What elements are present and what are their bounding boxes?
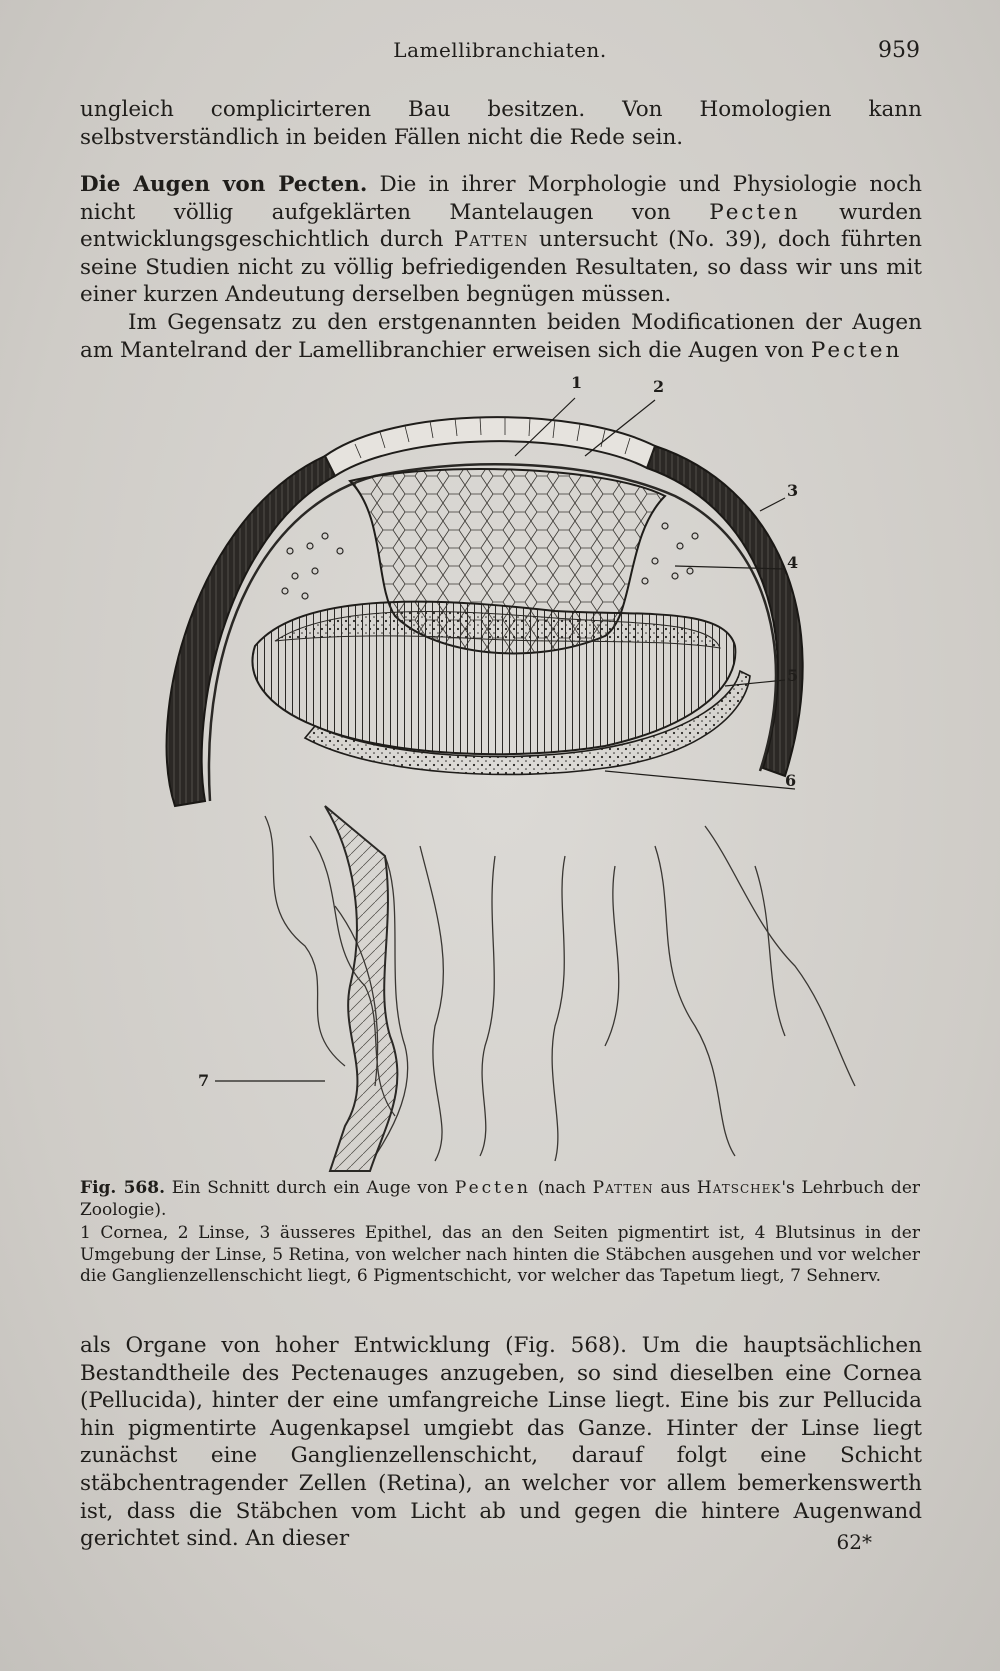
section-heading: Die Augen von Pecten.	[80, 172, 368, 197]
page-number: 959	[878, 38, 920, 63]
running-title: Lamellibranchiaten.	[393, 38, 607, 62]
caption-text-a: Ein Schnitt durch ein Auge von	[164, 1178, 455, 1198]
figure-label-5: 5	[787, 666, 799, 685]
paragraph-1	[80, 96, 922, 151]
paragraph-4-text: als Organe von hoher Entwicklung (Fig. 568). Um die hauptsächlichen Bestandtheile des Pectenauges anzugeben, so sind dieselben eine Cornea (Pellucida), hinter der eine umfangreiche Linse liegt. Eine bis zur Pellucida hin pigmentirte Augenkapsel umgiebt das Ganze. Hinter der Linse liegt zunächst eine Ganglienzellenschicht, darauf folgt eine Schicht stäbchentragender Zellen (Retina), an welcher vor allem bemerkenswerth ist, dass die Stäbchen vom Licht ab und gegen die hintere Augenwand gerichtet sind. An dieser	[80, 1333, 922, 1552]
printer-signature: 62*	[836, 1530, 872, 1554]
figure-number: Fig. 568.	[80, 1178, 165, 1198]
paragraph-4	[80, 1332, 922, 1553]
author-name-2: Hatschek	[696, 1178, 782, 1198]
paragraph-2	[80, 171, 922, 309]
figure-label-6: 6	[785, 771, 797, 790]
figure-legend	[80, 1223, 920, 1288]
caption-text-b: (nach	[531, 1178, 593, 1198]
figure-label-4: 4	[787, 553, 799, 572]
paragraph-3-text: Im Gegensatz zu den erstgenannten beiden Modificationen der Augen am Mantelrand der Lamellibranchier erweisen sich die Augen von	[80, 310, 922, 363]
caption-text-d: 's Lehrbuch der Zoologie).	[80, 1178, 920, 1220]
paragraph-3	[80, 309, 922, 364]
figure-label-2: 2	[653, 377, 665, 396]
optic-nerve	[325, 806, 397, 1171]
genus-name: Pecten	[454, 1178, 532, 1198]
genus-name: Pecten	[810, 337, 903, 363]
figure-label-3: 3	[787, 481, 799, 500]
legend-text: 1 Cornea, 2 Linse, 3 äusseres Epithel, das an den Seiten pigmentirt ist, 4 Blutsinus in der Umgebung der Linse, 5 Retina, von welcher nach hinten die Stäbchen ausgehen und vor welcher die Ganglienzellenschicht liegt, 6 Pigmentschicht, vor welcher das Tapetum liegt, 7 Sehnerv.	[80, 1223, 920, 1286]
paragraph-2-text-a: Die in ihrer Morphologie und Physiologie noch nicht völlig aufgeklärten Mantelaugen von	[80, 172, 922, 225]
pigmented-epithelium-right	[647, 446, 803, 776]
running-header	[80, 38, 920, 68]
genus-name: Pecten	[709, 199, 801, 225]
paragraph-2-text-b: wurden entwicklungsgeschichtlich durch	[80, 199, 922, 253]
figure-label-1: 1	[571, 373, 583, 392]
figure-caption	[80, 1178, 920, 1221]
paragraph-1-text: ungleich complicirteren Bau besitzen. Von Homologien kann selbstverständlich in beiden Fällen nicht die Rede sein.	[80, 97, 922, 150]
author-name: Patten	[592, 1178, 654, 1198]
paragraph-2-text-c: untersucht (No. 39), doch führten seine Studien nicht zu völlig befriedigenden Resultaten, so dass wir uns mit einer kurzen Andeutung derselben begnügen müssen.	[80, 227, 922, 308]
caption-text-c: aus	[653, 1178, 697, 1198]
author-name: Patten	[453, 227, 529, 253]
eye-section-figure	[135, 373, 895, 1171]
figure-label-7: 7	[198, 1071, 210, 1090]
cornea	[325, 417, 655, 476]
